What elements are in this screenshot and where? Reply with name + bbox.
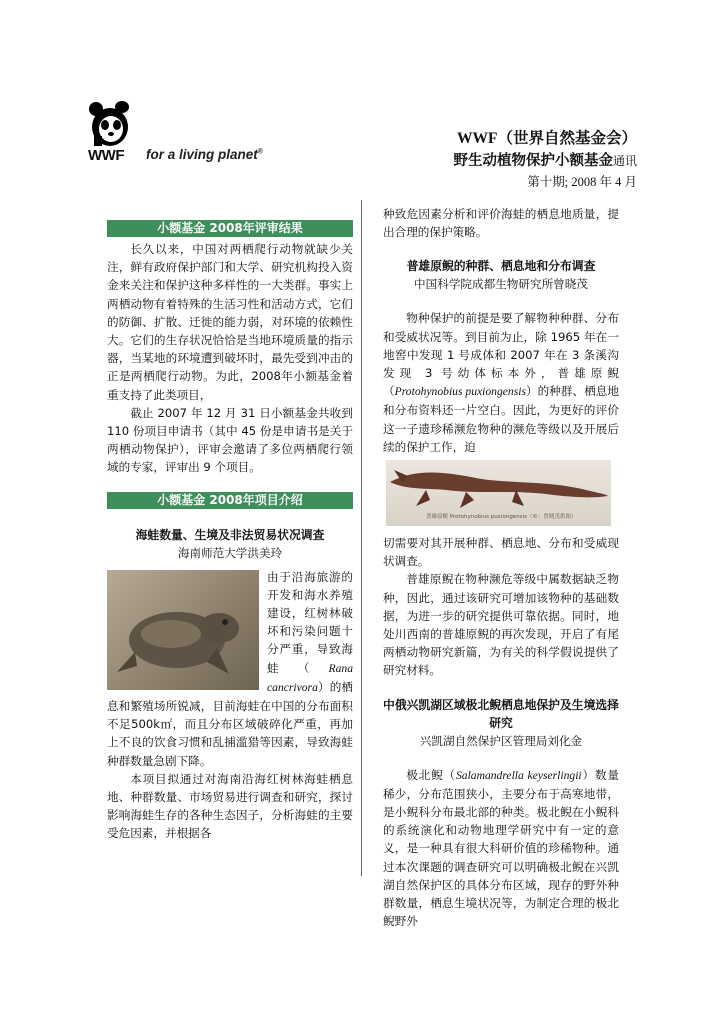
project2-paragraph-2: 切需要对其开展种群、栖息地、分布和受威现状调查。	[383, 536, 619, 569]
project3-author: 兴凯湖自然保护区管理局刘化金	[419, 733, 583, 748]
tagline	[146, 147, 263, 162]
project1-author: 海南师范大学洪美玲	[177, 545, 283, 560]
project1-p1-text-b: ）的栖息和繁殖场所锐减，目前海蛙在中国的分布面积不足500k㎡，而且分布区域破碎化严重，再加上不良的饮食习惯和乱捕滥猎等因素，导致海蛙种群数量急剧下降。	[107, 679, 353, 768]
right-column	[383, 205, 619, 930]
fund-title-suffix: 通讯	[612, 154, 637, 168]
project3-p1-text-b: ）数量稀少，分布范围狭小，主要分布于高寒地带，是小鲵科分布最北部的种类。极北鲵在小鲵科的系统演化和动物地理学研究中有一定的意义，是一种具有很大科研价值的珍稀物种。通过本次课题的调查研究可以明确极北鲵在兴凯湖自然保护区的具体分布区域，现存的野外种群数量，栖息生境状况等，为制定合理的极北鲵野外	[383, 767, 619, 929]
project2-title: 普雄原鲵的种群、栖息地和分布调查	[406, 259, 596, 274]
frog-illustration	[107, 570, 259, 690]
tagline-text: for a living planet	[146, 147, 258, 162]
review-paragraph-1: 长久以来，中国对两栖爬行动物就缺少关注，鲜有政府保护部门和大学、研究机构投入资金来关注和保护这种多样性的一大类群。事实上两栖动物有着特殊的生活习性和活动方式，它们的防御、扩散、迁徙的能力弱，对环境的依赖性大。它们的生存状况恰恰是当地环境质量的指示器，当某地的环境遭到破坏时，最先受到冲击的正是两栖爬行动物。为此，2008年小额基金着重支持了此类项目，	[107, 242, 353, 402]
section-bar-review-results: 小额基金 2008年评审结果	[107, 220, 353, 237]
photo-caption: 普雄原鲵 Protohynobius puxiongensis（©：曾晓茂供图）	[426, 514, 577, 521]
salamander-photo	[386, 460, 611, 526]
fund-title	[453, 150, 637, 172]
project2-paragraph-1	[383, 309, 619, 456]
newsletter-header	[453, 128, 637, 192]
project2-paragraph-3: 普雄原鲵在物种濒危等级中属数据缺乏物种，因此，通过该研究可增加该物种的基础数据，为进一步的研究提供可靠依据。同时，地处川西南的普雄原鲵的再次发现，开启了有尾两栖动物研究新篇，为有关的科学假说提供了研究材料。	[383, 572, 619, 678]
project1-paragraph-2: 本项目拟通过对海南沿海红树林海蛙栖息地、种群数量、市场贸易进行调查和研究，探讨影响海蛙生存的各种生态因子，分析海蛙的主要受危因素，并根据各	[107, 771, 353, 841]
project1-p1-text-a: 由于沿海旅游的开发和海水养殖建设，红树林破坏和污染问题十分严重，导致海蛙（	[267, 569, 353, 675]
registered-mark: ®	[257, 148, 263, 156]
project3-latin-name: Salamandrella keyserlingii	[455, 768, 582, 782]
left-column	[107, 220, 353, 843]
issue-date: 第十期; 2008 年 4 月	[527, 175, 637, 189]
project1-title: 海蛙数量、生境及非法贸易状况调查	[135, 527, 325, 542]
panda-icon	[86, 100, 134, 148]
project2-author: 中国科学院成都生物研究所曾晓茂	[414, 277, 588, 292]
section-bar-project-intro: 小额基金 2008年项目介绍	[107, 492, 353, 509]
project3-p1-text-a: 极北鲵（	[406, 767, 456, 782]
project3-title: 中俄兴凯湖区域极北鲵栖息地保护及生境选择研究	[383, 697, 619, 730]
project2-latin-name: Protohynobius puxiongensis	[394, 385, 526, 399]
fund-title-main: 野生动植物保护小额基金	[453, 153, 613, 169]
project2-p1-text-b: ）的种群、栖息地和分布资料还一片空白。因此，为更好的评价这一子遗珍稀濒危物种的濒危等级以及开展后续的保护工作，迫	[383, 384, 619, 454]
column-divider	[361, 200, 362, 876]
project3-paragraph-1	[383, 766, 619, 931]
frog-photo	[107, 570, 259, 690]
continued-paragraph: 种致危因素分析和评价海蛙的栖息地质量，提出合理的保护策略。	[383, 207, 619, 240]
project1-latin-name: Rana cancrivora	[267, 661, 353, 694]
org-title: WWF（世界自然基金会）	[457, 130, 637, 147]
project2-p1-text-a: 物种保护的前提是要了解物种种群、分布和受威状况等。到目前为止，除 1965 年在一地窖中发现 1 号成体和 2007 年在 3 条溪沟发现 3 号幼体标本外，普雄原鲵（	[383, 311, 619, 399]
wwf-wordmark: WWF	[88, 147, 124, 164]
review-paragraph-2: 截止 2007 年 12 月 31 日小额基金共收到 110 份项目申请书（其中 45 份是申请书是关于两栖动物保护），评审会邀请了多位两栖爬行领域的专家，评审出 9 个项目。	[107, 405, 353, 475]
project1-body	[107, 568, 353, 770]
